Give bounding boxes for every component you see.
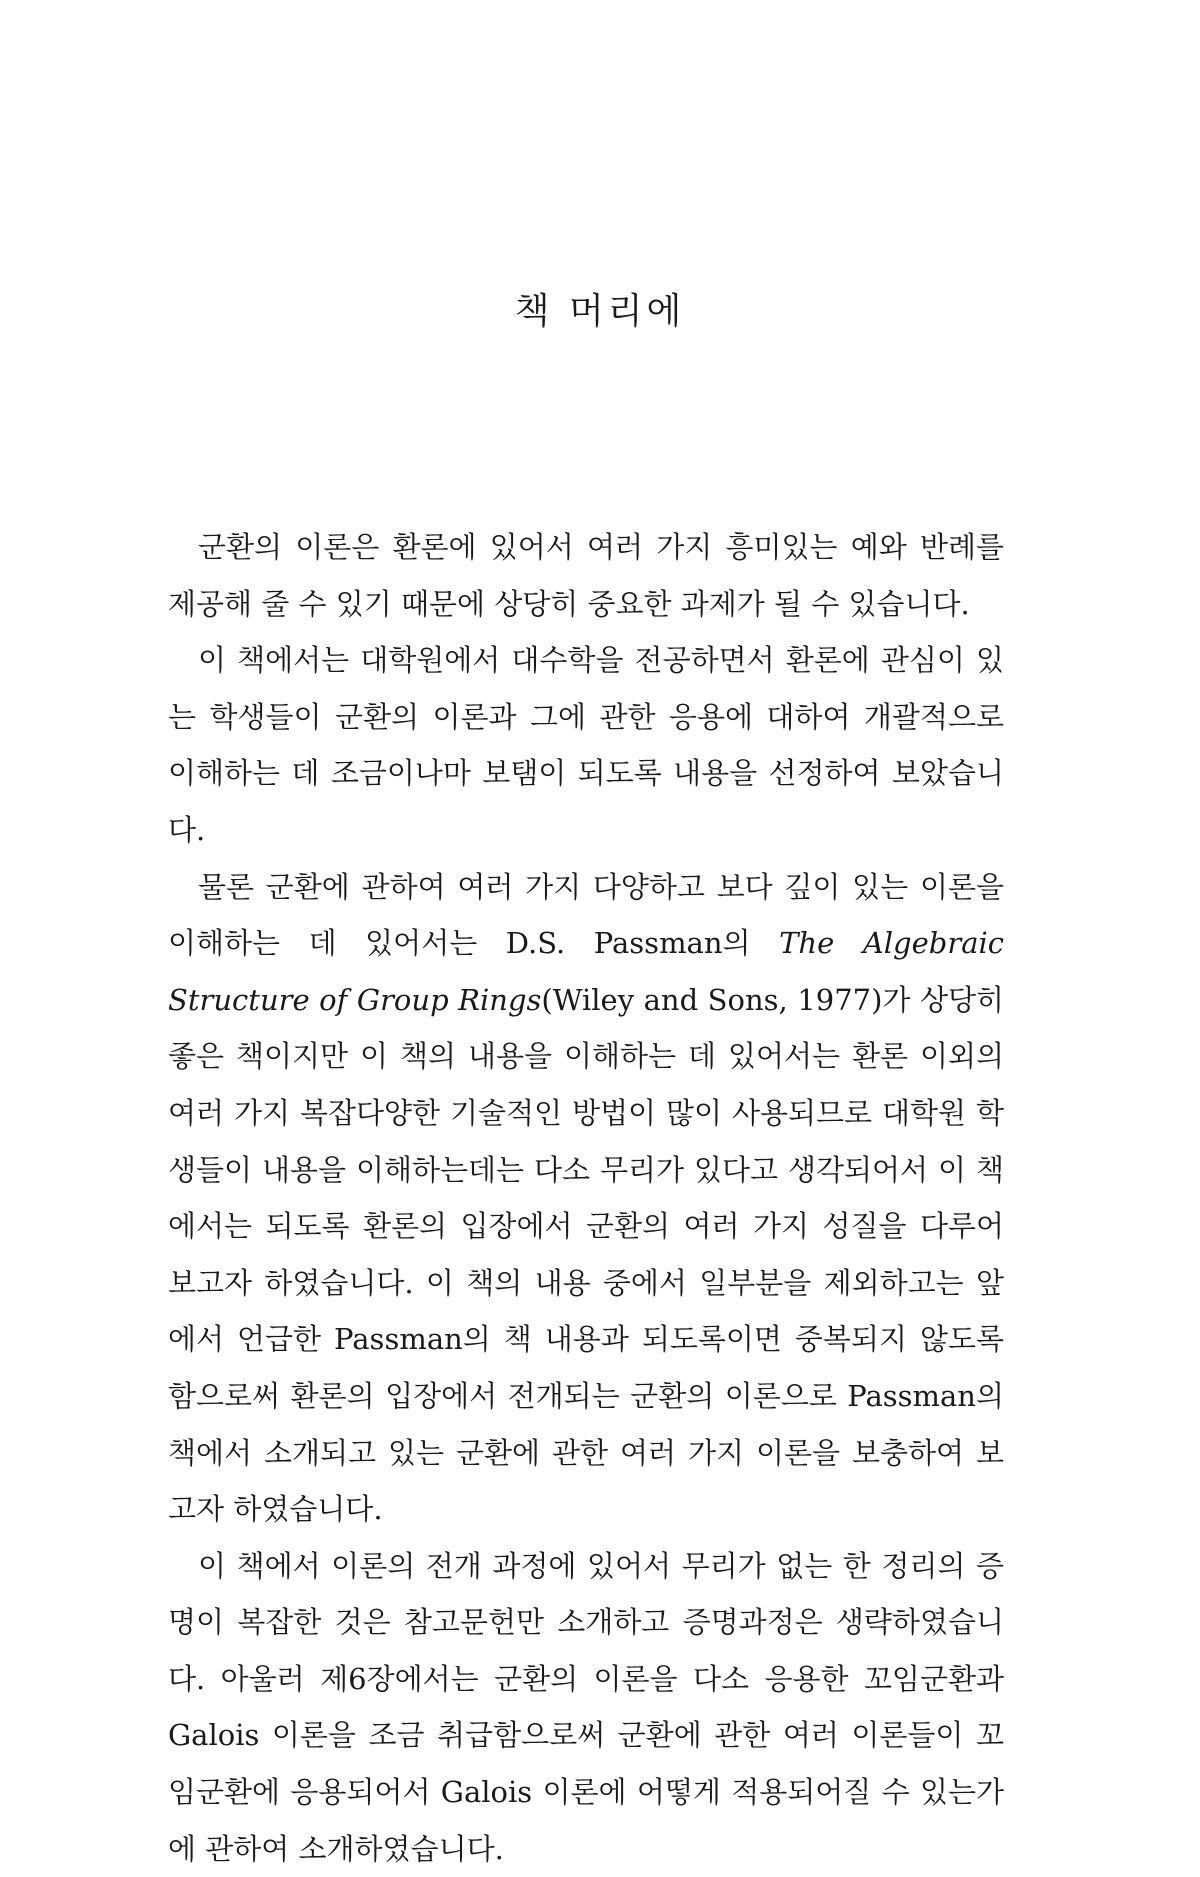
paragraph-4: 이 책에서 이론의 전개 과정에 있어서 무리가 없는 한 정리의 증명이 복잡한 것은 참고문헌만 소개하고 증명과정은 생략하였습니다. 아울러 제6장에서는 군환의 이론을 다소 응용한 꼬임군환과 Galois 이론을 조금 취급함으로써 군환에 관한 여러 이론들이 꼬임군환에 응용되어서 Galois 이론에 어떻게 적용되어질 수 있는가에 관하여 소개하였습니다.: [168, 1548, 1004, 1866]
book-title-reference: The Algebraic Structure of Group Rings: [168, 926, 1004, 1017]
paragraph-3-lead: 물론 군환에 관하여 여러 가지 다양하고 보다 깊이 있는 이론을 이해하는 데 있어서는 D.S. Passman의: [168, 869, 1004, 961]
paragraph-3: [168, 859, 1004, 1538]
page-title: 책 머리에: [514, 291, 686, 332]
paragraph-3-rest: (Wiley and Sons, 1977)가 상당히 좋은 책이지만 이 책의 내용을 이해하는 데 있어서는 환론 이외의 여러 가지 복잡다양한 기술적인 방법이 많이 사용되므로 대학원 학생들이 내용을 이해하는데는 다소 무리가 있다고 생각되어서 이 책에서는 되도록 환론의 입장에서 군환의 여러 가지 성질을 다루어 보고자 하였습니다. 이 책의 내용 중에서 일부분을 제외하고는 앞에서 언급한 Passman의 책 내용과 되도록이면 중복되지 않도록 함으로써 환론의 입장에서 전개되는 군환의 이론으로 Passman의 책에서 소개되고 있는 군환에 관한 여러 가지 이론을 보충하여 보고자 하였습니다.: [168, 982, 1005, 1527]
paragraph-2: 이 책에서는 대학원에서 대수학을 전공하면서 환론에 관심이 있는 학생들이 군환의 이론과 그에 관한 응용에 대하여 개괄적으로 이해하는 데 조금이나마 보탬이 되도록 내용을 선정하여 보았습니다.: [168, 643, 1004, 847]
paragraph-1: 군환의 이론은 환론에 있어서 여러 가지 흥미있는 예와 반례를 제공해 줄 수 있기 때문에 상당히 중요한 과제가 될 수 있습니다.: [168, 530, 1004, 621]
preface-body: [168, 519, 1004, 1877]
